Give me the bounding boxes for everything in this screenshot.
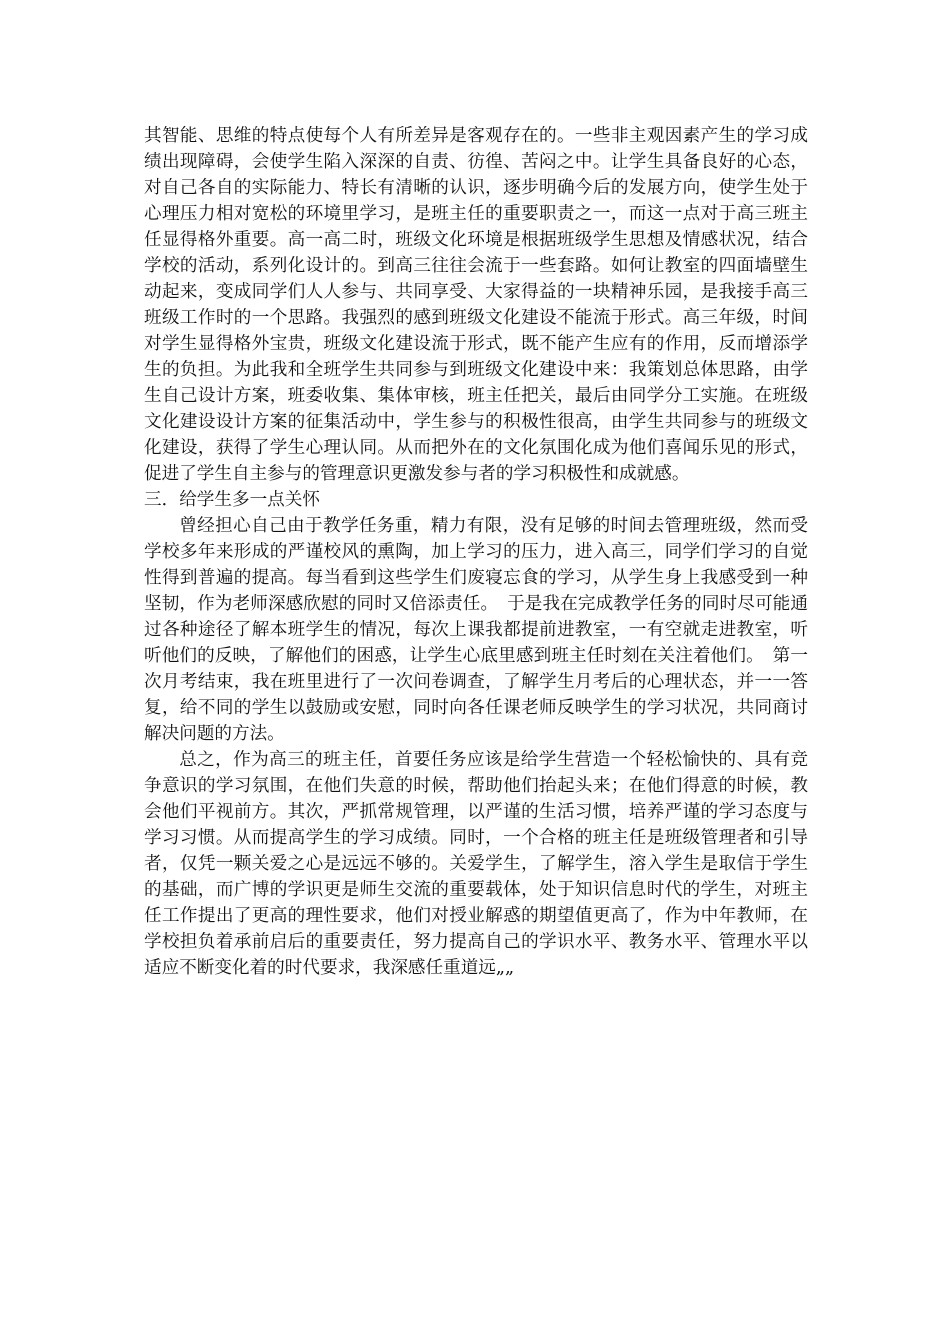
paragraph-summary: 总之，作为高三的班主任，首要任务应该是给学生营造一个轻松愉快的、具有竞争意识的学习氛围，在他们失意的时候，帮助他们抬起头来；在他们得意的时候，教会他们平视前方。其次，严抓常规管理，以严谨的生活习惯，培养严谨的学习态度与学习习惯。从而提高学生的学习成绩。同时，一个合格的班主任是班级管理者和引导者，仅凭一颗关爱之心是远远不够的。关爱学生，了解学生，溶入学生是取信于学生的基础，而广博的学识更是师生交流的重要载体，处于知识信息时代的学生，对班主任工作提出了更高的理性要求，他们对授业解惑的期望值更高了，作为中年教师，在学校担负着承前启后的重要责任，努力提高自己的学识水平、教务水平、管理水平以适应不断变化着的时代要求，我深感任重道远„„ bbox=[144, 750, 808, 978]
section-heading: 三．给学生多一点关怀 bbox=[144, 490, 320, 510]
document-page bbox=[144, 123, 808, 981]
paragraph-continued: 其智能、思维的特点使每个人有所差异是客观存在的。一些非主观因素产生的学习成绩出现障碍，会使学生陷入深深的自责、彷徨、苦闷之中。让学生具备良好的心态，对自己各自的实际能力、特长有清晰的认识，逐步明确今后的发展方向，使学生处于心理压力相对宽松的环境里学习，是班主任的重要职责之一，而这一点对于高三班主任显得格外重要。高一高二时，班级文化环境是根据班级学生思想及情感状况，结合学校的活动，系列化设计的。到高三往往会流于一些套路。如何让教室的四面墙壁生动起来，变成同学们人人参与、共同享受、大家得益的一块精神乐园，是我接手高三班级工作时的一个思路。我强烈的感到班级文化建设不能流于形式。高三年级，时间对学生显得格外宝贵，班级文化建设流于形式，既不能产生应有的作用，反而增添学生的负担。为此我和全班学生共同参与到班级文化建设中来：我策划总体思路，由学生自己设计方案，班委收集、集体审核，班主任把关，最后由同学分工实施。在班级文化建设设计方案的征集活动中，学生参与的积极性很高，由学生共同参与的班级文化建设，获得了学生心理认同。从而把外在的文化氛围化成为他们喜闻乐见的形式，促进了学生自主参与的管理意识更激发参与者的学习积极性和成就感。 bbox=[144, 126, 808, 484]
paragraph-care: 曾经担心自己由于教学任务重，精力有限，没有足够的时间去管理班级，然而受学校多年来形成的严谨校风的熏陶，加上学习的压力，进入高三，同学们学习的自觉性得到普遍的提高。每当看到这些学生们废寝忘食的学习，从学生身上我感受到一种坚韧，作为老师深感欣慰的同时又倍添责任。 于是我在完成教学任务的同时尽可能通过各种途径了解本班学生的情况，每次上课我都提前进教室，一有空就走进教室，听听他们的反映，了解他们的困惑，让学生心底里感到班主任时刻在关注着他们。 第一次月考结束，我在班里进行了一次问卷调查，了解学生月考后的心理状态，并一一答复，给不同的学生以鼓励或安慰，同时向各任课老师反映学生的学习状况，共同商讨解决问题的方法。 bbox=[144, 516, 808, 744]
